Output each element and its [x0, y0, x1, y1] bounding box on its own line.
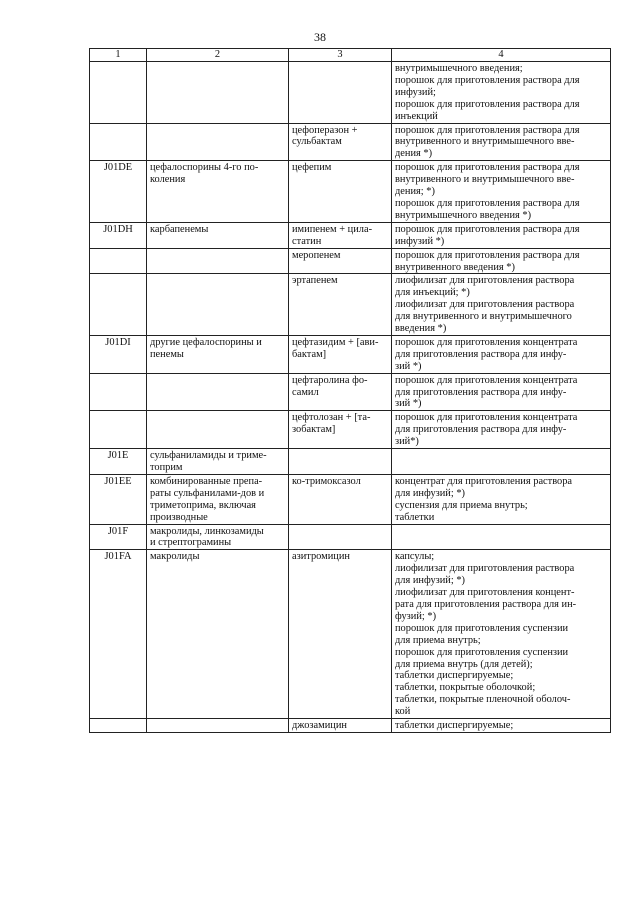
drug-group-cell — [147, 474, 289, 524]
dosage-form-cell-line: инфузий; — [395, 86, 436, 98]
dosage-form-cell-line: таблетки диспергируемые; — [395, 720, 514, 732]
table-row — [90, 373, 611, 411]
dosage-form-cell — [392, 274, 611, 336]
table-row — [90, 62, 611, 124]
dosage-form-cell-line: рата для приготовления раствора для ин- — [395, 598, 577, 610]
dosage-form-cell-line: лиофилизат для приготовления раствора — [395, 563, 575, 575]
dosage-form-cell-line: для приготовления раствора для инфу- — [395, 386, 567, 398]
dosage-form-cell-line: зий*) — [395, 436, 419, 448]
table-row — [90, 550, 611, 719]
drug-name-cell-line: сульбактам — [292, 136, 342, 148]
drug-name-cell-line: эртапенем — [292, 275, 338, 287]
dosage-form-cell-line: для инъекций; *) — [395, 287, 470, 299]
drug-group-cell-line: карбапенемы — [150, 223, 209, 235]
atc-code-cell — [90, 274, 147, 336]
table-row — [90, 248, 611, 274]
dosage-form-cell-line: порошок для приготовления раствора для — [395, 223, 580, 235]
dosage-form-cell-line: внутримышечного введения; — [395, 63, 523, 74]
drug-name-cell-line: ко-тримоксазол — [292, 475, 361, 487]
table-row — [90, 719, 611, 733]
dosage-form-cell-line: суспензия для приема внутрь; — [395, 499, 528, 511]
dosage-form-cell — [392, 222, 611, 248]
drug-name-cell — [289, 274, 392, 336]
drug-group-cell — [147, 222, 289, 248]
drug-name-cell — [289, 335, 392, 373]
dosage-form-cell-line: инфузий *) — [395, 235, 445, 247]
dosage-form-cell — [392, 62, 611, 124]
drug-name-cell-line: джозамицин — [292, 720, 347, 732]
drug-name-cell — [289, 449, 392, 475]
drug-group-cell — [147, 123, 289, 161]
atc-code-cell — [90, 248, 147, 274]
header-col-1: 1 — [90, 49, 147, 62]
table-row — [90, 123, 611, 161]
drug-group-cell — [147, 274, 289, 336]
header-col-2: 2 — [147, 49, 289, 62]
drug-group-cell-line: и стрептограмины — [150, 537, 232, 549]
dosage-form-cell-line: для инфузий; *) — [395, 487, 466, 499]
drug-name-cell-line: статин — [292, 235, 322, 247]
dosage-form-cell — [392, 335, 611, 373]
dosage-form-cell-line: порошок для приготовления раствора для — [395, 162, 580, 174]
drug-group-cell — [147, 248, 289, 274]
dosage-form-cell-line: внутримышечного введения *) — [395, 209, 532, 221]
drug-name-cell-line: бактам] — [292, 348, 327, 360]
table-header-row — [90, 49, 611, 62]
dosage-form-cell-line: порошок для приготовления раствора для — [395, 98, 580, 110]
drug-group-cell-line: макролиды, линкозамиды — [150, 525, 264, 537]
atc-code-cell: J01E — [90, 449, 147, 475]
dosage-form-cell-line: для инфузий; *) — [395, 575, 466, 587]
atc-code-cell: J01DE — [90, 161, 147, 223]
dosage-form-cell-line: для приготовления раствора для инфу- — [395, 348, 567, 360]
page-number: 38 — [314, 30, 326, 44]
atc-code-cell — [90, 62, 147, 124]
dosage-form-cell — [392, 373, 611, 411]
dosage-form-cell-line: таблетки, покрытые пленочной оболоч- — [395, 694, 571, 706]
drug-name-cell — [289, 524, 392, 550]
atc-code-cell — [90, 411, 147, 449]
drug-group-cell-line: сульфаниламиды и триме- — [150, 450, 267, 462]
drug-name-cell — [289, 123, 392, 161]
drug-name-cell — [289, 550, 392, 719]
drug-group-cell — [147, 449, 289, 475]
dosage-form-cell — [392, 123, 611, 161]
drug-group-cell-line: цефалоспорины 4-го по- — [150, 162, 259, 174]
dosage-form-cell-line: кой — [395, 706, 411, 718]
dosage-form-cell-line: для приема внутрь; — [395, 634, 481, 646]
dosage-form-cell — [392, 474, 611, 524]
dosage-form-cell — [392, 524, 611, 550]
table-row — [90, 222, 611, 248]
dosage-form-cell-line: инъекций — [395, 110, 438, 122]
dosage-form-cell-line: порошок для приготовления суспензии — [395, 622, 569, 634]
table-row — [90, 411, 611, 449]
drug-name-cell — [289, 373, 392, 411]
table-row — [90, 524, 611, 550]
dosage-form-cell-line: концентрат для приготовления раствора — [395, 475, 573, 487]
dosage-form-cell-line: введения *) — [395, 323, 447, 335]
table-row — [90, 274, 611, 336]
drug-name-cell-line: цефтазидим + [ави- — [292, 336, 379, 348]
dosage-form-cell-line: лиофилизат для приготовления раствора — [395, 275, 575, 287]
drug-group-cell-line: комбинированные препа- — [150, 475, 263, 487]
dosage-form-cell-line: внутривенного введения *) — [395, 261, 515, 273]
atc-code-cell: J01DI — [90, 335, 147, 373]
dosage-form-cell-line: для приема внутрь (для детей); — [395, 658, 533, 670]
dosage-form-cell-line: внутривенного и внутримышечного вве- — [395, 174, 575, 186]
dosage-form-cell-line: зий *) — [395, 398, 422, 410]
drug-group-cell-line: производные — [150, 511, 208, 523]
atc-code-cell: J01EE — [90, 474, 147, 524]
drug-group-cell — [147, 411, 289, 449]
drug-name-cell-line: цефоперазон + — [292, 124, 358, 136]
table-row — [90, 474, 611, 524]
drug-name-cell — [289, 222, 392, 248]
drug-name-cell-line: азитромицин — [292, 551, 350, 563]
drug-name-cell-line: цефепим — [292, 162, 332, 174]
header-col-3: 3 — [289, 49, 392, 62]
medication-table — [89, 48, 611, 733]
dosage-form-cell-line: внутривенного и внутримышечного вве- — [395, 136, 575, 148]
dosage-form-cell-line: таблетки — [395, 511, 435, 523]
dosage-form-cell-line: фузий; *) — [395, 610, 437, 622]
drug-name-cell-line: меропенем — [292, 249, 341, 261]
table-row — [90, 335, 611, 373]
drug-name-cell-line: зобактам] — [292, 424, 336, 436]
drug-name-cell — [289, 62, 392, 124]
dosage-form-cell-line: порошок для приготовления концентрата — [395, 412, 578, 424]
dosage-form-cell-line: дения *) — [395, 148, 433, 160]
drug-group-cell — [147, 335, 289, 373]
drug-name-cell-line: имипенем + цила- — [292, 223, 373, 235]
drug-name-cell — [289, 411, 392, 449]
dosage-form-cell-line: порошок для приготовления раствора для — [395, 124, 580, 136]
drug-group-cell-line: триметоприма, включая — [150, 499, 256, 511]
drug-name-cell-line: цефтаролина фо- — [292, 374, 368, 386]
atc-code-cell — [90, 373, 147, 411]
dosage-form-cell — [392, 449, 611, 475]
drug-name-cell-line: самил — [292, 386, 319, 398]
drug-group-cell — [147, 719, 289, 733]
atc-code-cell: J01F — [90, 524, 147, 550]
drug-group-cell-line: раты сульфанилами-дов и — [150, 487, 265, 499]
drug-name-cell — [289, 161, 392, 223]
header-col-4: 4 — [392, 49, 611, 62]
table-row — [90, 449, 611, 475]
dosage-form-cell-line: лиофилизат для приготовления раствора — [395, 299, 575, 311]
drug-group-cell — [147, 161, 289, 223]
dosage-form-cell-line: капсулы; — [395, 551, 435, 563]
dosage-form-cell-line: для приготовления раствора для инфу- — [395, 424, 567, 436]
dosage-form-cell-line: таблетки, покрытые оболочкой; — [395, 682, 536, 694]
drug-group-cell — [147, 373, 289, 411]
dosage-form-cell-line: порошок для приготовления суспензии — [395, 646, 569, 658]
drug-group-cell-line: топрим — [150, 462, 183, 473]
dosage-form-cell-line: порошок для приготовления раствора для — [395, 197, 580, 209]
drug-group-cell-line: пенемы — [150, 348, 184, 360]
dosage-form-cell-line: порошок для приготовления концентрата — [395, 374, 578, 386]
drug-group-cell — [147, 550, 289, 719]
dosage-form-cell-line: дения; *) — [395, 186, 435, 198]
drug-group-cell — [147, 62, 289, 124]
dosage-form-cell-line: для внутривенного и внутримышечного — [395, 311, 572, 323]
table-row — [90, 161, 611, 223]
dosage-form-cell — [392, 719, 611, 733]
drug-group-cell — [147, 524, 289, 550]
atc-code-cell: J01DH — [90, 222, 147, 248]
dosage-form-cell-line: порошок для приготовления раствора для — [395, 249, 580, 261]
drug-name-cell-line: цефтолозан + [та- — [292, 412, 371, 424]
drug-group-cell-line: макролиды — [150, 551, 200, 563]
atc-code-cell — [90, 719, 147, 733]
drug-name-cell — [289, 248, 392, 274]
dosage-form-cell — [392, 161, 611, 223]
dosage-form-cell-line: таблетки диспергируемые; — [395, 670, 514, 682]
dosage-form-cell-line: порошок для приготовления раствора для — [395, 74, 580, 86]
dosage-form-cell-line: лиофилизат для приготовления концент- — [395, 587, 575, 599]
atc-code-cell — [90, 123, 147, 161]
dosage-form-cell — [392, 248, 611, 274]
drug-group-cell-line: коления — [150, 174, 186, 186]
atc-code-cell: J01FA — [90, 550, 147, 719]
dosage-form-cell-line: порошок для приготовления концентрата — [395, 336, 578, 348]
drug-name-cell — [289, 719, 392, 733]
dosage-form-cell — [392, 550, 611, 719]
drug-group-cell-line: другие цефалоспорины и — [150, 336, 262, 348]
dosage-form-cell-line: зий *) — [395, 360, 422, 372]
dosage-form-cell — [392, 411, 611, 449]
table-body — [90, 49, 611, 733]
drug-name-cell — [289, 474, 392, 524]
